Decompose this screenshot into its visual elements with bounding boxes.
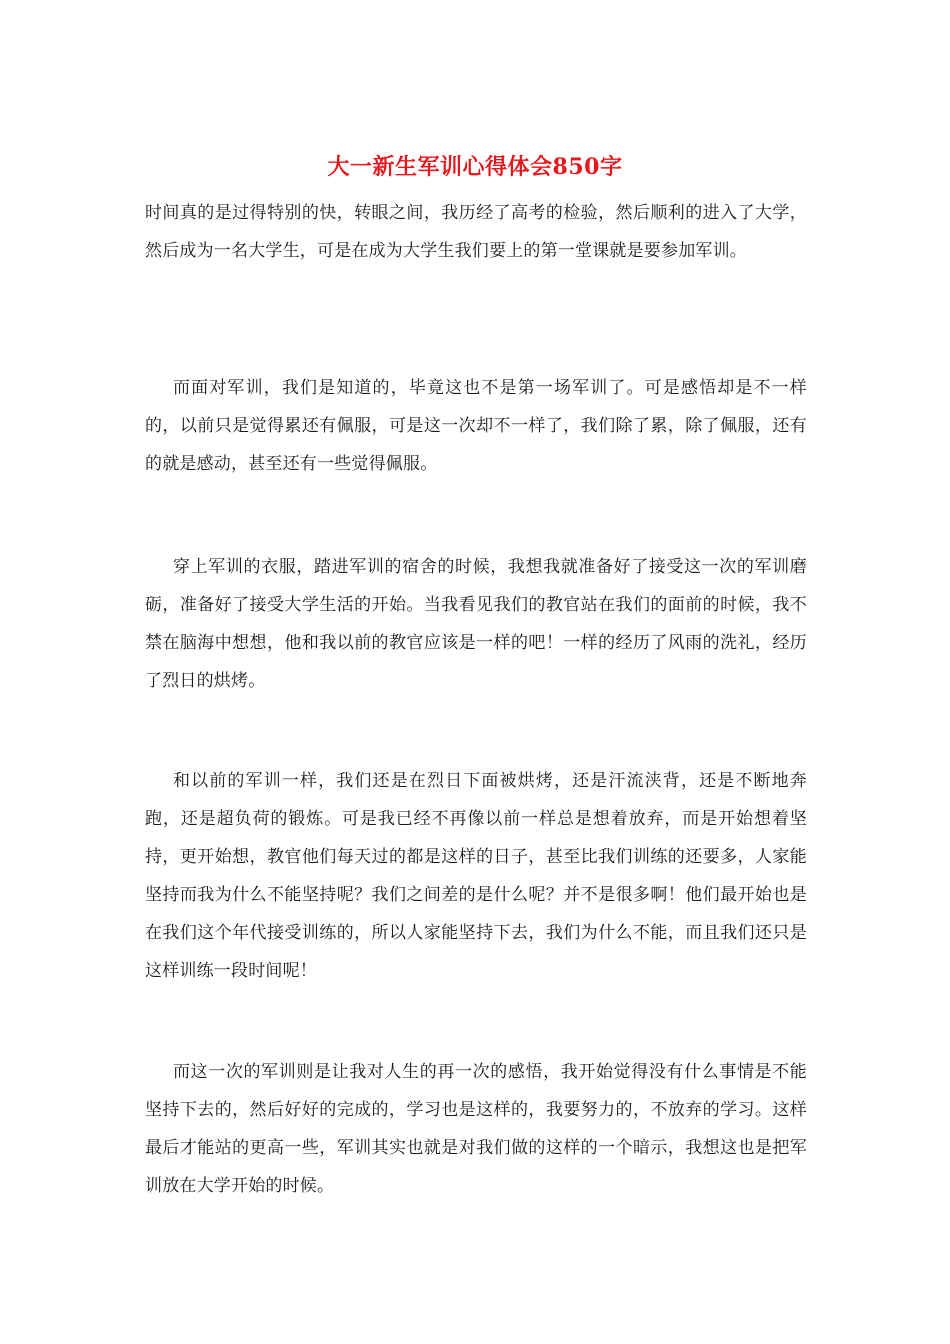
paragraph-3: 穿上军训的衣服，踏进军训的宿舍的时候，我想我就准备好了接受这一次的军训磨砺，准备好了接受大学生活的开始。当我看见我们的教官站在我们的面前的时候，我不禁在脑海中想想，他和我以前的教官应该是一样的吧！一样的经历了风雨的洗礼，经历了烈日的烘烤。: [145, 557, 807, 691]
document-title: 大一新生军训心得体会850字: [327, 154, 623, 180]
paragraph-5: 而这一次的军训则是让我对人生的再一次的感悟，我开始觉得没有什么事情是不能坚持下去的，然后好好的完成的，学习也是这样的，我要努力的，不放弃的学习。这样最后才能站的更高一些，军训其实也就是对我们做的这样的一个暗示，我想这也是把军训放在大学开始的时候。: [145, 1062, 807, 1196]
paragraph-2: 而面对军训，我们是知道的，毕竟这也不是第一场军训了。可是感悟却是不一样的，以前只是觉得累还有佩服，可是这一次却不一样了，我们除了累，除了佩服，还有的就是感动，甚至还有一些觉得佩服。: [145, 378, 807, 474]
paragraph-1: 时间真的是过得特别的快，转眼之间，我历经了高考的检验，然后顺利的进入了大学，然后成为一名大学生，可是在成为大学生我们要上的第一堂课就是要参加军训。: [145, 203, 807, 261]
paragraph-4: 和以前的军训一样，我们还是在烈日下面被烘烤，还是汗流浃背，还是不断地奔跑，还是超负荷的锻炼。可是我已经不再像以前一样总是想着放弃，而是开始想着坚持，更开始想，教官他们每天过的都是这样的日子，甚至比我们训练的还要多，人家能坚持而我为什么不能坚持呢？我们之间差的是什么呢？并不是很多啊！他们最开始也是在我们这个年代接受训练的，所以人家能坚持下去，我们为什么不能，而且我们还只是这样训练一段时间呢！: [145, 771, 807, 981]
